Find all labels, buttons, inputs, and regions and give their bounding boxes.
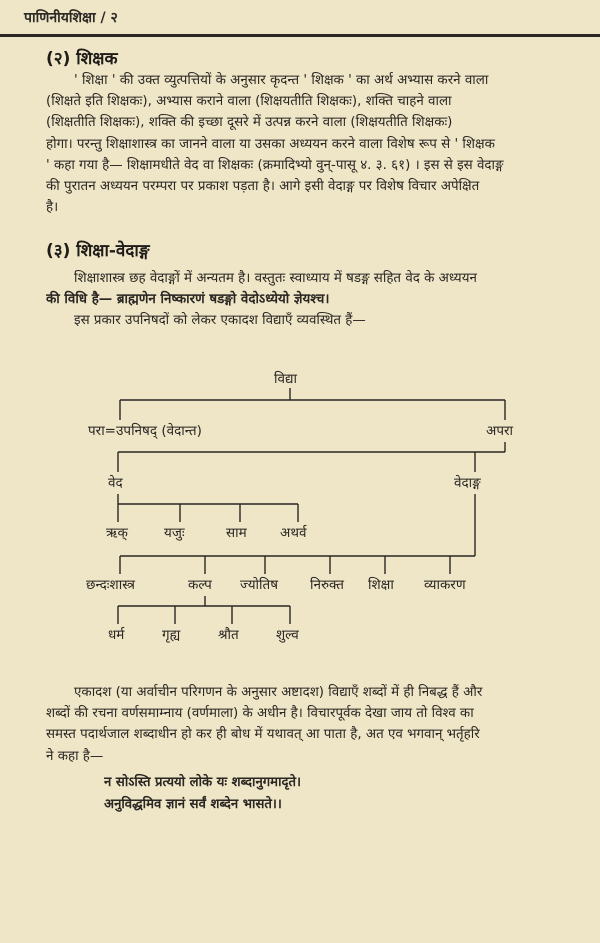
paragraph-line: की विधि है— ब्राह्मणेन निष्कारणं षडङ्गो वेदोऽध्येयो ज्ञेयश्च। bbox=[46, 292, 330, 308]
section-vedanga-paragraph bbox=[46, 268, 566, 332]
paragraph-line: ' कहा गया है— शिक्षामधीते वेद वा शिक्षकः (क्रमादिभ्यो वुन्-पासू ४. ३. ६१) । इस से इस वेदाङ्ग bbox=[46, 157, 504, 173]
section-heading-shikshak: (२) शिक्षक bbox=[46, 49, 118, 69]
paragraph-line: है। bbox=[46, 200, 59, 216]
running-head: पाणिनीयशिक्षा / २ bbox=[24, 10, 118, 26]
paragraph-line: ' शिक्षा ' की उक्त व्युत्पत्तियों के अनुसार कृदन्त ' शिक्षक ' का अर्थ अभ्यास करने वाला bbox=[74, 73, 489, 88]
paragraph-line: समस्त पदार्थजाल शब्दाधीन हो कर ही बोध में यथावत् आ पाता है, अत एव भगवान् भर्तृहरि bbox=[46, 727, 480, 743]
tree-node-kalpa: कल्प bbox=[188, 577, 212, 593]
tree-node-chhandas: छन्दःशास्त्र bbox=[86, 577, 135, 593]
tree-node-veda: वेद bbox=[108, 475, 123, 491]
tree-node-apara: अपरा bbox=[486, 423, 513, 439]
header-rule bbox=[0, 34, 600, 37]
tree-node-jyotisha: ज्योतिष bbox=[240, 577, 279, 593]
paragraph-line: (शिक्षतीति शिक्षकः), शक्ति की इच्छा दूसरे में उत्पन्न करने वाला (शिक्षयतीति शिक्षकः) bbox=[46, 115, 453, 131]
paragraph-line: होगा। परन्तु शिक्षाशास्त्र का जानने वाला या उसका अध्ययन करने वाला विशेष रूप से ' शिक्षक bbox=[46, 136, 495, 152]
tree-node-sama: साम bbox=[226, 525, 247, 541]
tree-node-rik: ऋक् bbox=[106, 525, 128, 541]
tree-node-para: परा=उपनिषद् (वेदान्त) bbox=[88, 423, 202, 439]
verse-quotation bbox=[104, 772, 301, 816]
tree-node-nirukta: निरुक्त bbox=[310, 577, 344, 593]
tree-node-shiksha: शिक्षा bbox=[368, 577, 394, 593]
paragraph-line: शिक्षाशास्त्र छह वेदाङ्गों में अन्यतम है। वस्तुतः स्वाध्याय में षडङ्ग सहित वेद के अध्ययन bbox=[74, 271, 477, 286]
tree-connectors bbox=[0, 360, 600, 660]
section-heading-shiksha-vedanga: (३) शिक्षा-वेदाङ्ग bbox=[46, 241, 150, 261]
verse-line: न सोऽस्ति प्रत्ययो लोके यः शब्दानुगमादृते। bbox=[104, 775, 302, 790]
paragraph-line: (शिक्षते इति शिक्षकः), अभ्यास कराने वाला (शिक्षयतीति शिक्षकः), शक्ति चाहने वाला bbox=[46, 94, 452, 110]
verse-line: अनुविद्धमिव ज्ञानं सर्वं शब्देन भासते।। bbox=[104, 797, 282, 812]
tree-node-vyakarana: व्याकरण bbox=[424, 577, 466, 593]
closing-paragraph bbox=[46, 682, 566, 767]
tree-node-vedanga: वेदाङ्ग bbox=[454, 475, 481, 491]
tree-node-atharva: अथर्व bbox=[280, 525, 307, 541]
paragraph-line: एकादश (या अर्वाचीन परिगणन के अनुसार अष्टादश) विद्याएँ शब्दों में ही निबद्ध हैं और bbox=[74, 685, 483, 700]
paragraph-line: की पुरातन अध्ययन परम्परा पर प्रकाश पड़ता है। आगे इसी वेदाङ्ग पर विशेष विचार अपेक्षित bbox=[46, 179, 480, 195]
section-shikshak-paragraph bbox=[46, 70, 566, 218]
tree-node-yajuh: यजुः bbox=[164, 525, 185, 541]
tree-node-grihya: गृह्य bbox=[162, 627, 181, 643]
tree-node-shulva: शुल्व bbox=[276, 627, 299, 643]
tree-node-shrauta: श्रौत bbox=[218, 627, 239, 643]
tree-node-dharma: धर्म bbox=[108, 627, 125, 643]
paragraph-line: ने कहा है— bbox=[46, 748, 104, 764]
paragraph-line: शब्दों की रचना वर्णसमाम्नाय (वर्णमाला) के अधीन है। विचारपूर्वक देखा जाय तो विश्व का bbox=[46, 706, 474, 722]
vidya-tree-diagram bbox=[0, 360, 600, 660]
paragraph-line: इस प्रकार उपनिषदों को लेकर एकादश विद्याएँ व्यवस्थित हैं— bbox=[74, 313, 366, 329]
tree-node-vidya: विद्या bbox=[274, 371, 298, 387]
